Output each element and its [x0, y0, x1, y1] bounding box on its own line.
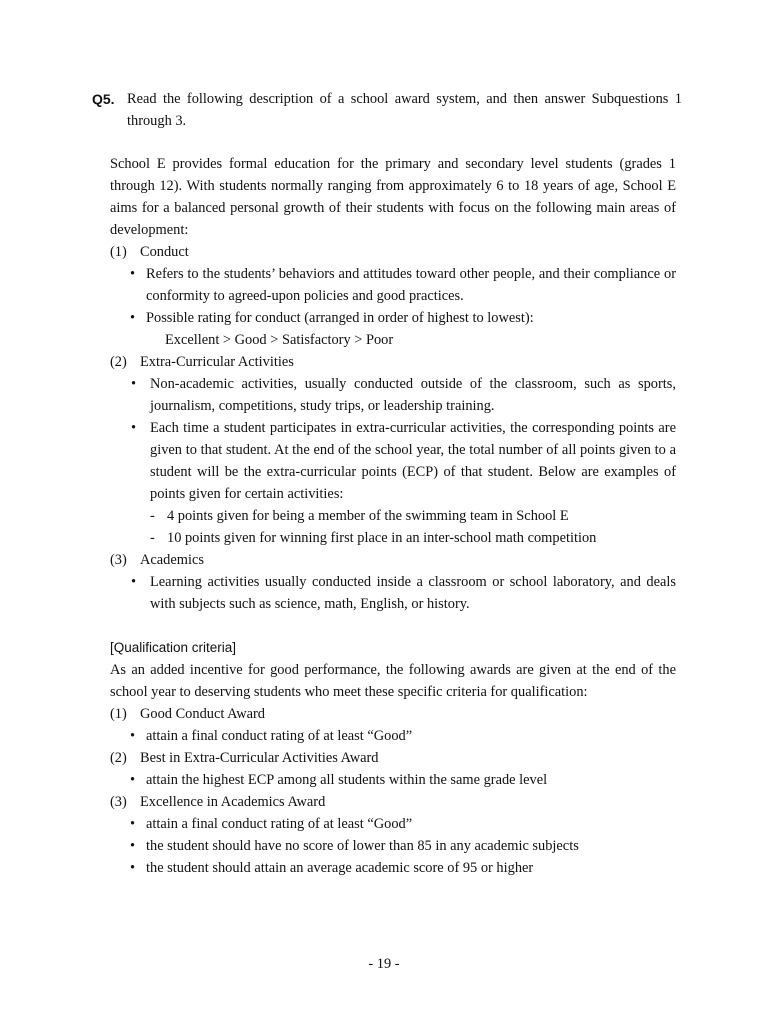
award-excellence: [110, 791, 676, 879]
area-conduct: [110, 241, 676, 351]
question-label: Q5.: [92, 91, 115, 107]
list-item: • Non-academic activities, usually conducted outside of the classroom, such as sports, journalism, competitions, study trips, or leadership training.: [110, 373, 676, 417]
area-title: Extra-Curricular Activities: [140, 354, 294, 370]
list-item: • Learning activities usually conducted inside a classroom or school laboratory, and deals with subjects such as science, math, English, or history.: [110, 571, 676, 615]
list-item: • the student should attain an average academic score of 95 or higher: [110, 857, 676, 879]
area-number: (1): [110, 244, 127, 260]
example-item: - 10 points given for winning first place in an inter-school math competition: [110, 527, 676, 549]
conduct-ratings: Excellent > Good > Satisfactory > Poor: [165, 332, 394, 348]
list-item: • the student should have no score of lower than 85 in any academic subjects: [110, 835, 676, 857]
award-good-conduct: [110, 703, 676, 747]
award-number: (2): [110, 750, 127, 766]
award-number: (1): [110, 706, 127, 722]
award-title: Excellence in Academics Award: [140, 794, 326, 810]
question-body: [110, 153, 676, 879]
list-item: • attain a final conduct rating of at least “Good”: [110, 813, 676, 835]
area-academics: [110, 549, 676, 615]
award-title: Best in Extra-Curricular Activities Award: [140, 750, 379, 766]
area-number: (3): [110, 552, 127, 568]
question-text: Read the following description of a school award system, and then answer Subquestions 1 through 3.: [127, 91, 682, 129]
list-item: • attain a final conduct rating of at least “Good”: [110, 725, 676, 747]
intro-paragraph: School E provides formal education for the primary and secondary level students (grades 1 through 12). With students normally ranging from approximately 6 to 18 years of age, School E aims for a balanced personal growth of their students with focus on the following main areas of development:: [110, 156, 676, 238]
criteria-intro: As an added incentive for good performance, the following awards are given at the end of the school year to deserving students who meet these specific criteria for qualification:: [110, 662, 676, 700]
area-title: Academics: [140, 552, 204, 568]
award-best-eca: [110, 747, 676, 791]
area-extracurricular: [110, 351, 676, 549]
page-number: - 19 -: [368, 956, 400, 972]
list-item: • Refers to the students’ behaviors and attitudes toward other people, and their compliance or conformity to agreed-upon policies and good practices.: [110, 263, 676, 307]
list-item: • Possible rating for conduct (arranged in order of highest to lowest):: [110, 307, 676, 329]
list-item: • attain the highest ECP among all students within the same grade level: [110, 769, 676, 791]
award-title: Good Conduct Award: [140, 706, 265, 722]
award-number: (3): [110, 794, 127, 810]
criteria-title: [Qualification criteria]: [110, 640, 237, 655]
area-number: (2): [110, 354, 127, 370]
area-title: Conduct: [140, 244, 189, 260]
example-item: - 4 points given for being a member of the swimming team in School E: [110, 505, 676, 527]
question-header: [92, 88, 682, 132]
list-item: • Each time a student participates in extra-curricular activities, the corresponding points are given to that student. At the end of the school year, the total number of all points given to a student will be the extra-curricular points (ECP) of that student. Below are examples of points given for certain activities:: [110, 417, 676, 505]
